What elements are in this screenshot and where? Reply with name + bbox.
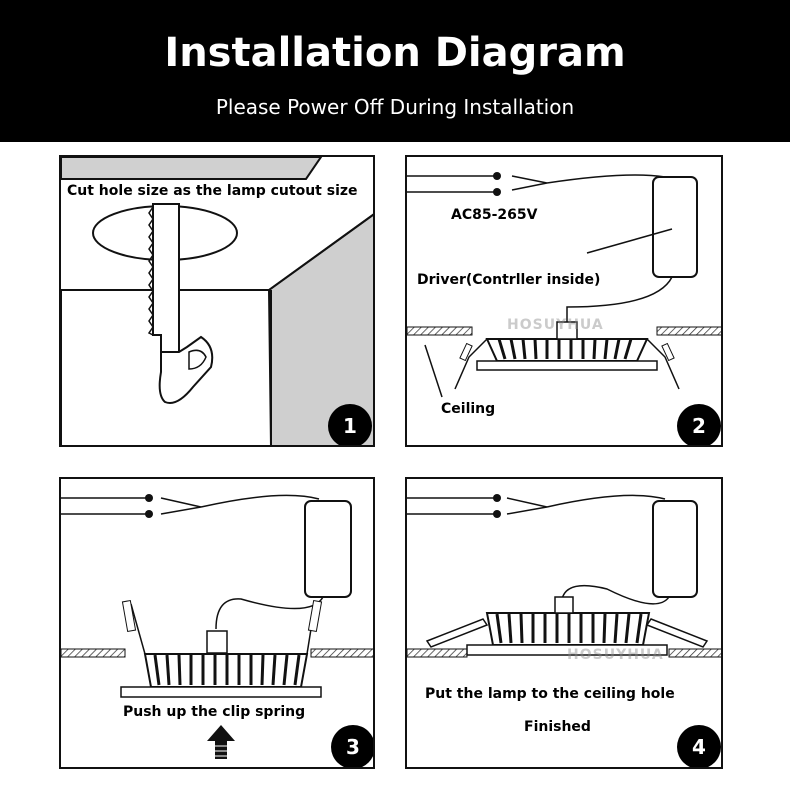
header-banner xyxy=(0,0,790,142)
watermark: HOSUYHUA xyxy=(567,647,664,663)
wire-terminal xyxy=(493,172,501,180)
step-2-panel xyxy=(405,155,723,447)
driver-box xyxy=(305,501,351,597)
wire-terminal xyxy=(493,510,501,518)
driver-box xyxy=(653,177,697,277)
ceiling-board-top xyxy=(61,157,321,179)
step-1-panel xyxy=(59,155,375,447)
step-1-illustration xyxy=(61,157,375,447)
watermark: HOSUYHUA xyxy=(507,317,604,333)
step-4-finished: Finished xyxy=(524,719,591,735)
page-title: Installation Diagram xyxy=(164,30,626,76)
wire-terminal xyxy=(145,510,153,518)
voltage-label: AC85-265V xyxy=(451,207,538,223)
step-4-instruction: Put the lamp to the ceiling hole xyxy=(425,686,675,702)
step-3-instruction: Push up the clip spring xyxy=(123,704,306,720)
step-4-badge: 4 xyxy=(677,725,721,769)
page-subtitle: Please Power Off During Installation xyxy=(215,95,575,119)
step-3-panel xyxy=(59,477,375,769)
driver-box xyxy=(653,501,697,597)
wire-terminal xyxy=(145,494,153,502)
step-3-illustration xyxy=(61,479,375,769)
push-up-arrow-icon xyxy=(207,725,235,759)
step-1-instruction: Cut hole size as the lamp cutout size xyxy=(67,183,358,199)
ceiling-label: Ceiling xyxy=(441,401,496,417)
downlight-lamp xyxy=(121,601,322,697)
driver-label: Driver(Contrller inside) xyxy=(417,272,601,288)
wire-terminal xyxy=(493,188,501,196)
wire-terminal xyxy=(493,494,501,502)
step-4-panel xyxy=(405,477,723,769)
step-3-badge: 3 xyxy=(331,725,375,769)
step-2-badge: 2 xyxy=(677,404,721,447)
step-1-badge: 1 xyxy=(328,404,372,447)
